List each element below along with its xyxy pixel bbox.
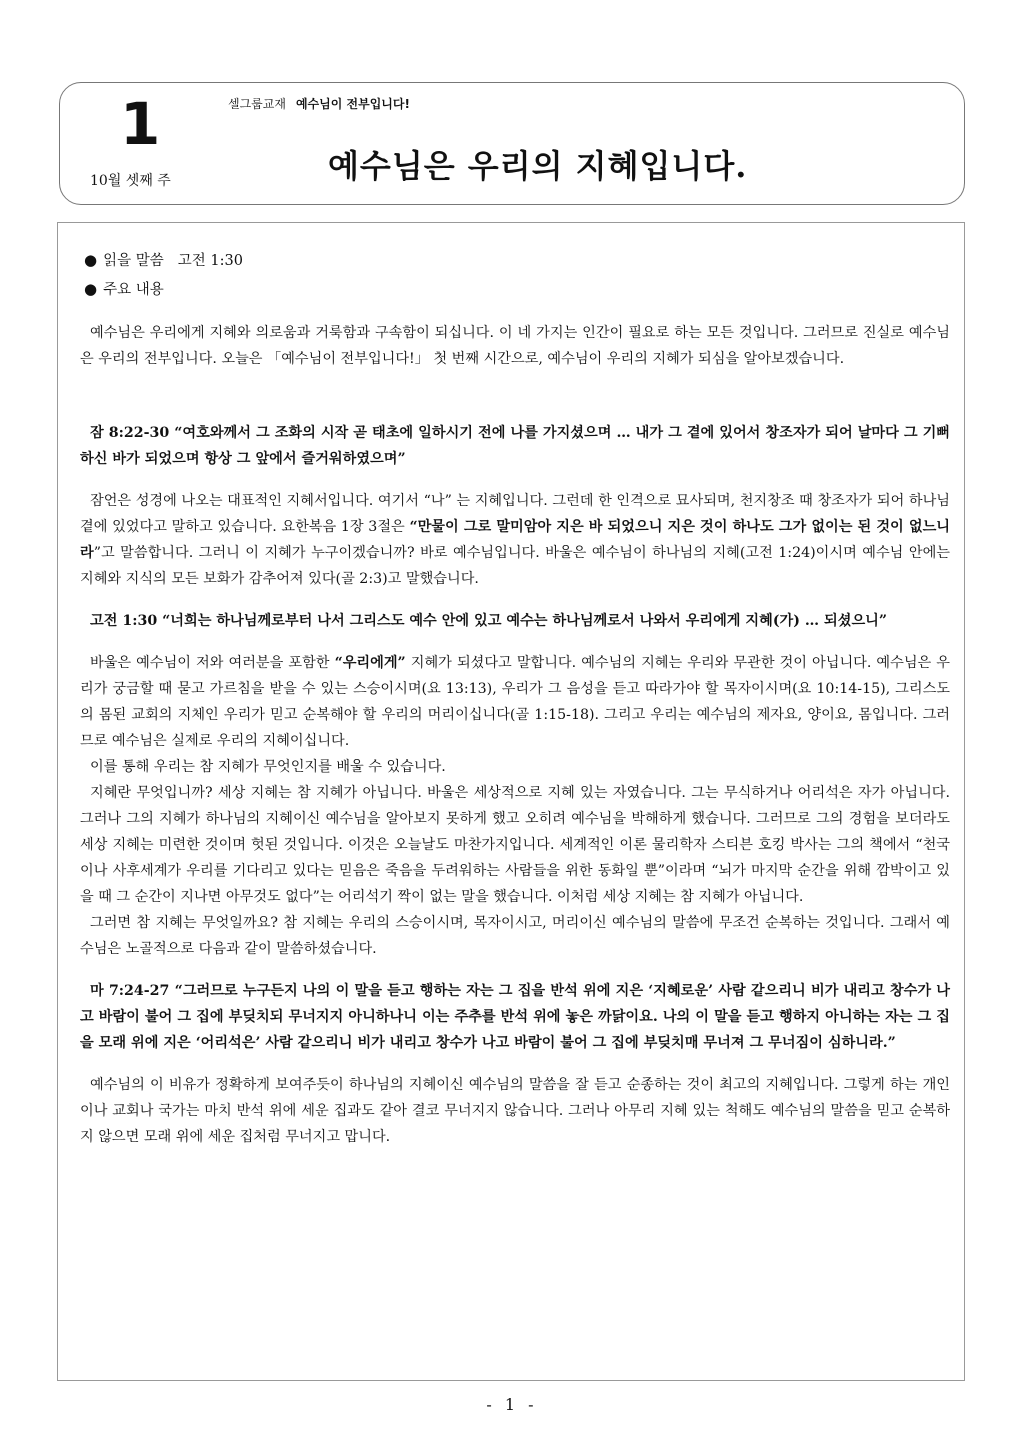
paragraph-paul: [80, 650, 950, 754]
main-content-label: 주요 내용: [103, 282, 164, 298]
page-title: 예수님은 우리의 지혜입니다.: [328, 147, 748, 185]
series-label: 셀그룹교재: [228, 97, 286, 111]
paragraph-text: 잠언은 성경에 나오는 대표적인 지혜서입니다. 여기서 “나” 는 지혜입니다. 그런데 한 인격으로 묘사되며, 천지창조 때 창조자가 되어 하나님 곁에 있었다고 말하고 있습니다. 요한복음 1장 3절은: [80, 493, 950, 535]
verse-corinthians: 고전 1:30 “너희는 하나님께로부터 나서 그리스도 예수 안에 있고 예수는 하나님께로서 나와서 우리에게 지혜(가) … 되셨으니”: [90, 613, 888, 629]
bullet-icon: ●: [84, 280, 98, 298]
page-number: - 1 -: [486, 1395, 538, 1414]
paragraph-true-wisdom: 그러면 참 지혜는 무엇일까요? 참 지혜는 우리의 스승이시며, 목자이시고, 머리이신 예수님의 말씀에 무조건 순복하는 것입니다. 그래서 예수님은 노골적으로 다음과 같이 말씀하셨습니다.: [80, 915, 950, 957]
reading-label: 읽을 말씀: [103, 253, 164, 269]
paragraph-intro: 예수님은 우리에게 지혜와 의로움과 거룩함과 구속함이 되십니다. 이 네 가지는 인간이 필요로 하는 모든 것입니다. 그러므로 진실로 예수님은 우리의 전부입니다. 오늘은 「예수님이 전부입니다!」 첫 번째 시간으로, 예수님이 우리의 지혜가 되심을 알아보겠습니다.: [80, 325, 950, 367]
reading-value: 고전 1:30: [177, 253, 243, 269]
paragraph-proverbs: [80, 488, 950, 592]
reading-line: [84, 246, 950, 275]
content-body: [80, 246, 950, 1150]
lesson-number: 1: [120, 90, 161, 158]
paragraph-text: 바울은 예수님이 저와 여러분을 포함한: [90, 655, 335, 671]
paragraph-text: ”고 말씀합니다. 그러니 이 지혜가 누구이겠습니까? 바로 예수님입니다. 바울은 예수님이 하나님의 지혜(고전 1:24)이시며 예수님 안에는 지혜와 지식의 모든 보화가 감추어져 있다(골 2:3)고 말했습니다.: [80, 545, 950, 587]
main-content-line: [84, 275, 950, 304]
paragraph-world-wisdom: 지혜란 무엇입니까? 세상 지혜는 참 지혜가 아닙니다. 바울은 세상적으로 지혜 있는 자였습니다. 그는 무식하거나 어리석은 자가 아닙니다. 그러나 그의 지혜가 하나님의 지혜이신 예수님을 알아보지 못하게 했고 오히려 예수님을 박해하게 했습니다. 그러므로 그의 경험을 보더라도 세상 지혜는 미련한 것이며 헛된 것입니다. 이것은 오늘날도 마찬가지입니다. 세계적인 이론 물리학자 스티븐 호킹 박사는 그의 책에서 “천국이나 사후세계가 우리를 기다리고 있다는 믿음은 죽음을 두려워하는 사람들을 위한 동화일 뿐”이라며 “뇌가 마지막 순간을 위해 깜박이고 있을 때 그 순간이 지나면 아무것도 없다”는 어리석기 짝이 없는 말을 했습니다. 이처럼 세상 지혜는 참 지혜가 아닙니다.: [80, 785, 950, 905]
paragraph-conclusion: 예수님의 이 비유가 정확하게 보여주듯이 하나님의 지혜이신 예수님의 말씀을 잘 듣고 순종하는 것이 최고의 지혜입니다. 그렇게 하는 개인이나 교회나 국가는 마치 반석 위에 세운 집과도 같아 결코 무너지지 않습니다. 그러나 아무리 지혜 있는 척해도 예수님의 말씀을 믿고 순복하지 않으면 모래 위에 세운 집처럼 무너지고 맙니다.: [80, 1077, 950, 1145]
series-name: 예수님이 전부입니다!: [295, 97, 410, 111]
bold-quote: “만물이 그로 말미암아 지은 바 되었으니 지은 것이 하나도 그가 없이는 된 것이 없느니라: [80, 519, 950, 561]
verse-proverbs: 잠 8:22-30 “여호와께서 그 조화의 시작 곧 태초에 일하시기 전에 나를 가지셨으며 … 내가 그 곁에 있어서 창조자가 되어 날마다 그 기뻐하신 바가 되었으며 항상 그 앞에서 즐거워하였으며”: [80, 425, 950, 467]
week-label: 10월 셋째 주: [90, 173, 171, 189]
verse-matthew: 마 7:24-27 “그러므로 누구든지 나의 이 말을 듣고 행하는 자는 그 집을 반석 위에 지은 ‘지혜로운’ 사람 같으리니 비가 내리고 창수가 나고 바람이 불어 그 집에 부딪치되 무너지지 아니하나니 이는 주추를 반석 위에 놓은 까닭이요. 나의 이 말을 듣고 행하지 아니하는 자는 그 집을 모래 위에 지은 ‘어리석은’ 사람 같으리니 비가 내리고 창수가 나고 바람이 불어 그 집에 부딪치매 무너져 그 무너짐이 심하니라.”: [80, 983, 950, 1051]
paragraph-lesson: 이를 통해 우리는 참 지혜가 무엇인지를 배울 수 있습니다.: [90, 759, 446, 775]
series-line: [228, 95, 410, 112]
paragraph-text: 지혜가 되셨다고 말합니다. 예수님의 지혜는 우리와 무관한 것이 아닙니다. 예수님은 우리가 궁금할 때 묻고 가르침을 받을 수 있는 스승이시며(요 13:13), 우리가 그 음성을 듣고 따라가야 할 목자이시며(요 10:14-15), 그리스도의 몸된 교회의 지체인 우리가 믿고 순복해야 할 우리의 머리이십니다(골 1:15-18). 그리고 우리는 예수님의 제자요, 양이요, 몸입니다. 그러므로 예수님은 실제로 우리의 지혜이십니다.: [80, 655, 951, 749]
bullet-icon: ●: [84, 251, 98, 269]
bold-quote: “우리에게”: [334, 655, 406, 671]
